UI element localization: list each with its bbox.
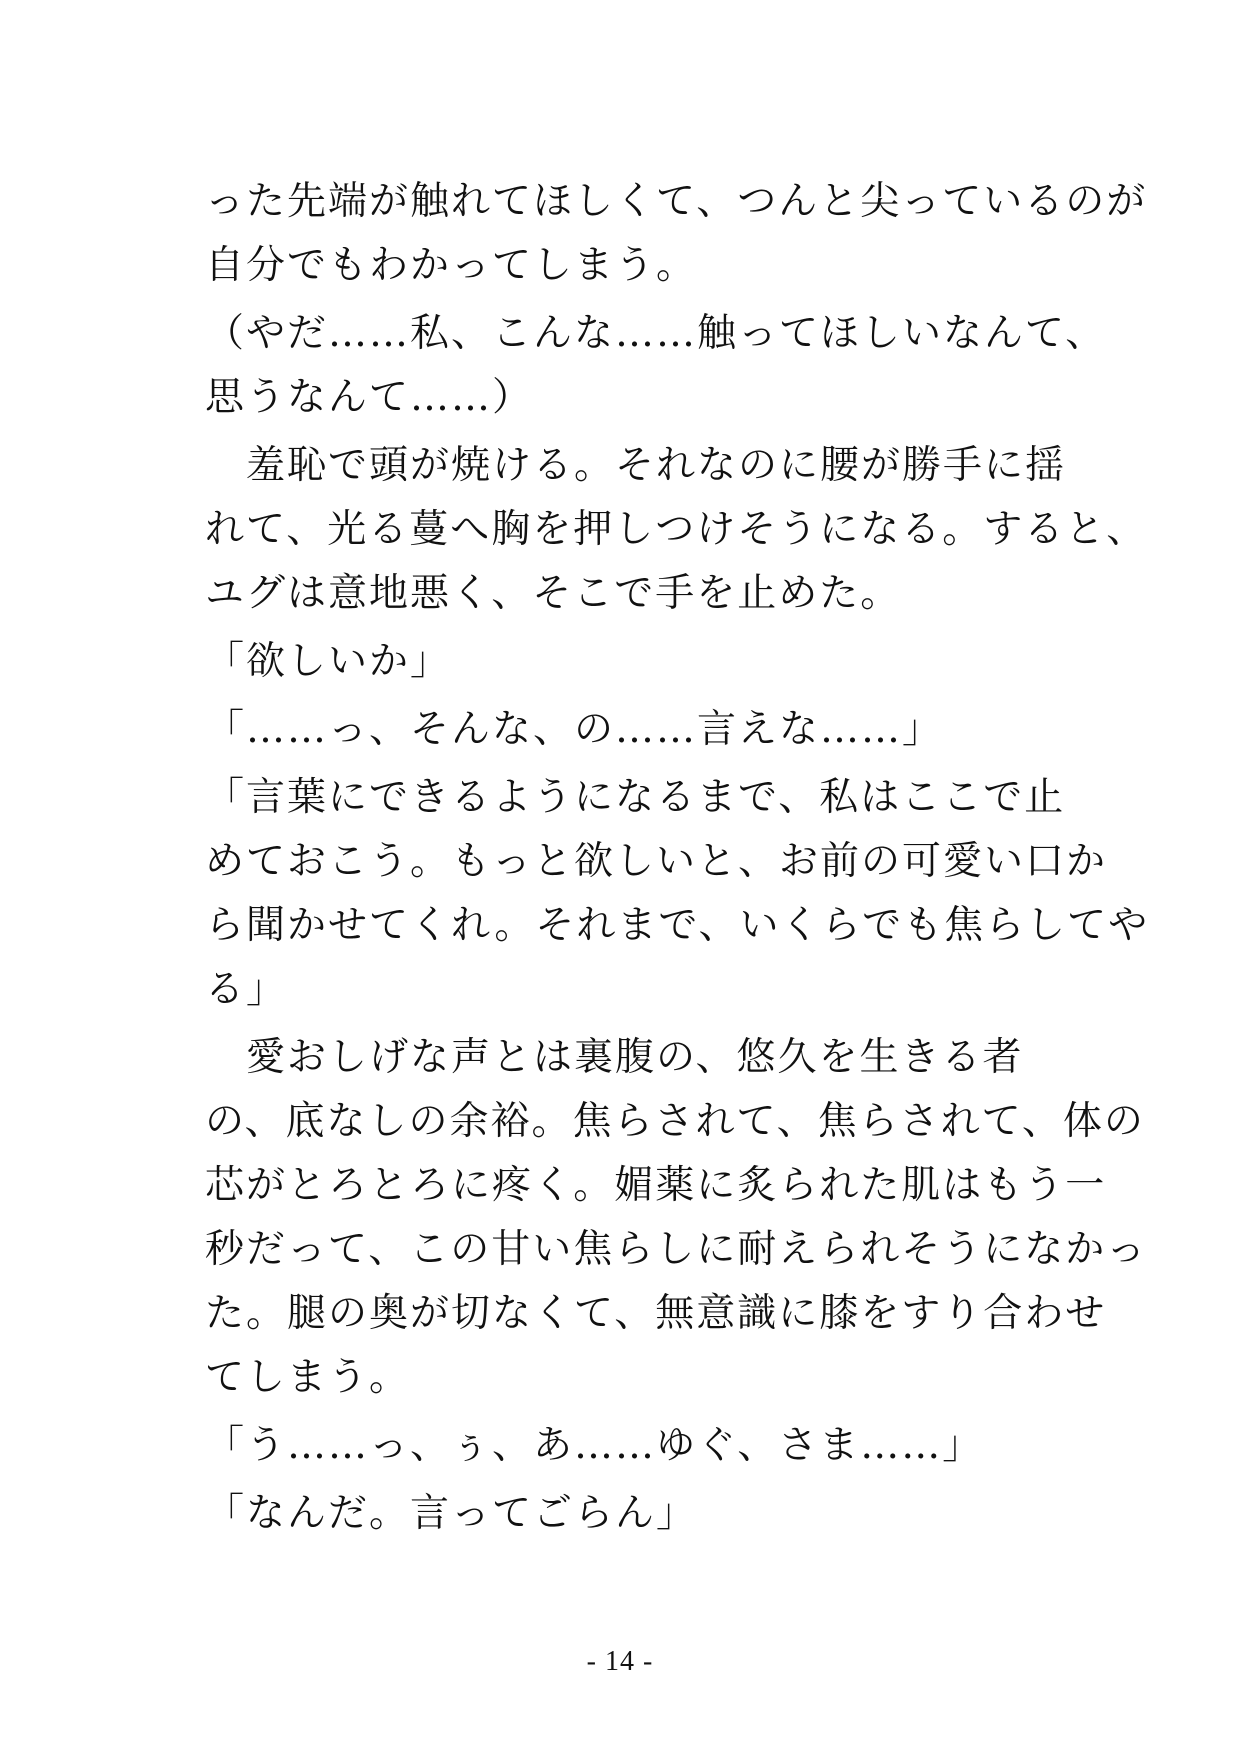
text-line: ら聞かせてくれ。それまで、いくらでも焦らしてや <box>205 903 1150 948</box>
body-text <box>205 170 1150 1546</box>
text-line: 羞恥で頭が焼ける。それなのに腰が勝手に揺 <box>205 443 1067 488</box>
page-number: - 14 - <box>586 1646 654 1677</box>
text-line: 「う……っ、ぅ、あ……ゆぐ、さま……」 <box>205 1423 984 1468</box>
text-line: 「欲しいか」 <box>205 639 452 684</box>
text-line: る」 <box>205 967 288 1012</box>
text-line: 愛おしげな声とは裏腹の、悠久を生きる者 <box>205 1035 1024 1080</box>
text-line: 芯がとろとろに疼く。媚薬に炙られた肌はもう一 <box>205 1163 1107 1208</box>
text-line: （やだ……私、こんな……触ってほしいなんて、 <box>205 311 1107 356</box>
text-line: た。腿の奥が切なくて、無意識に膝をすり合わせ <box>205 1291 1107 1336</box>
text-line: てしまう。 <box>205 1355 411 1400</box>
text-line: の、底なしの余裕。焦らされて、焦らされて、体の <box>205 1099 1145 1144</box>
text-line: 「なんだ。言ってごらん」 <box>205 1491 698 1536</box>
text-line: った先端が触れてほしくて、つんと尖っているのが <box>205 179 1148 224</box>
text-line: ユグは意地悪く、そこで手を止めた。 <box>205 571 902 616</box>
text-line: 秒だって、この甘い焦らしに耐えられそうになかっ <box>205 1227 1148 1272</box>
text-line: めておこう。もっと欲しいと、お前の可愛い口か <box>205 839 1108 884</box>
text-line: れて、光る蔓へ胸を押しつけそうになる。すると、 <box>205 507 1148 552</box>
text-line: 自分でもわかってしまう。 <box>205 243 698 288</box>
text-line: 「言葉にできるようになるまで、私はここで止 <box>205 775 1066 820</box>
text-line: 「……っ、そんな、の……言えな……」 <box>205 707 944 752</box>
text-line: 思うなんて……） <box>205 375 534 420</box>
